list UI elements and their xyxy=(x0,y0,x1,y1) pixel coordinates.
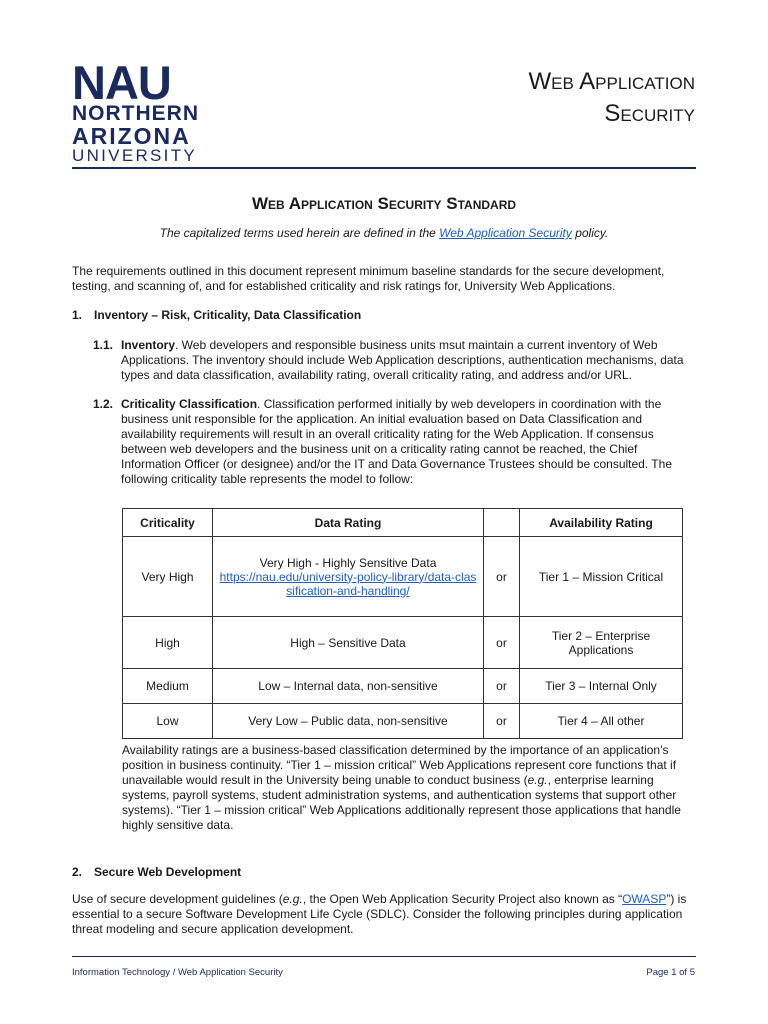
table-row xyxy=(123,537,683,617)
subtitle-text-end: policy. xyxy=(571,226,609,240)
cell-data-rating: Low – Internal data, non-sensitive xyxy=(213,669,484,704)
cell-criticality: Medium xyxy=(123,669,213,704)
owasp-text-a: Use of secure development guidelines ( xyxy=(72,892,283,906)
header-title-line1: Web Application xyxy=(528,68,695,95)
owasp-text-c: ”) is essential to a secure Software Development Life Cycle (SDLC). Consider the following principles during application threat modeling and secure application development. xyxy=(72,892,687,936)
owasp-paragraph xyxy=(72,892,697,937)
table-row xyxy=(123,704,683,739)
header-title-line2: Security xyxy=(604,100,695,127)
cell-criticality: High xyxy=(123,617,213,669)
logo-arizona: ARIZONA xyxy=(72,123,191,149)
criticality-table xyxy=(122,508,683,739)
logo-university: UNIVERSITY xyxy=(72,146,198,165)
subsection-1-1-title: Inventory xyxy=(121,338,176,352)
owasp-eg: e.g. xyxy=(282,892,303,906)
table-row xyxy=(123,617,683,669)
subsection-1-1 xyxy=(93,338,697,383)
logo-northern: NORTHERN xyxy=(72,102,199,125)
owasp-text-b: , the Open Web Application Security Project also known as “ xyxy=(302,892,623,906)
cell-or: or xyxy=(484,537,520,617)
document-subtitle xyxy=(0,226,768,240)
cell-or: or xyxy=(484,669,520,704)
data-rating-text: Very High - Highly Sensitive Data xyxy=(259,555,437,570)
document-title: Web Application Security Standard xyxy=(251,194,517,213)
availability-text-a: Availability ratings are a business-based classification determined by the importance of an application’s position in business continuity. “Tier 1 – mission critical” Web Applications represent core functions that if unavailable would result in the University being unable to conduct business ( xyxy=(122,743,677,787)
header-empty xyxy=(484,509,520,537)
subsection-1-2 xyxy=(93,397,697,487)
cell-criticality: Very High xyxy=(123,537,213,617)
cell-availability: Tier 1 – Mission Critical xyxy=(520,537,683,617)
subsection-1-2-number: 1.2. xyxy=(93,397,114,411)
subsection-1-1-number: 1.1. xyxy=(93,338,114,352)
subtitle-text: The capitalized terms used herein are defined in the xyxy=(159,226,440,240)
table-header-row xyxy=(123,509,683,537)
cell-data-rating: Very Low – Public data, non-sensitive xyxy=(213,704,484,739)
footer-left: Information Technology / Web Application Security xyxy=(72,967,283,978)
section-1-heading xyxy=(72,308,361,322)
owasp-link[interactable]: OWASP xyxy=(622,892,667,906)
intro-paragraph: The requirements outlined in this document represent minimum baseline standards for the secure development, testing, and scanning of, and for established criticality and risk ratings for, University Web Applications. xyxy=(72,264,665,293)
header-divider xyxy=(72,167,696,169)
subsection-1-1-text: . Web developers and responsible business units msut maintain a current inventory of Web Applications. The inventory should include Web Application descriptions, authentication mechanisms, data types and data classification, availability rating, overall criticality rating, and address and/or URL. xyxy=(121,338,684,382)
availability-text-b: , enterprise learning systems, payroll systems, student administration systems, and authentication systems that support other systems). “Tier 1 – mission critical” Web Applications additionally represent those applications that handle highly sensitive data. xyxy=(122,773,681,832)
nau-logo xyxy=(72,56,202,165)
cell-data-rating: High – Sensitive Data xyxy=(213,617,484,669)
header-availability: Availability Rating xyxy=(520,509,683,537)
cell-or: or xyxy=(484,617,520,669)
subsection-1-2-text: . Classification performed initially by web developers in coordination with the business unit responsible for the application. An initial evaluation based on Data Classification and availability requirements will result in an overall criticality rating for the Web Application. If consensus between web developers and the business unit on a criticality rating cannot be reached, the Chief Information Officer (or designee) and/or the IT and Data Governance Trustees should be consulted. The following criticality table represents the model to follow: xyxy=(121,397,672,486)
section-2-title: Secure Web Development xyxy=(94,865,242,879)
header-title xyxy=(529,66,696,130)
data-classification-link[interactable]: https://nau.edu/university-policy-library/data-classification-and-handling/ xyxy=(219,569,477,598)
section-2-number: 2. xyxy=(72,865,83,879)
cell-or: or xyxy=(484,704,520,739)
availability-paragraph xyxy=(122,743,697,833)
table-row xyxy=(123,669,683,704)
header-criticality: Criticality xyxy=(123,509,213,537)
cell-availability: Tier 2 – Enterprise Applications xyxy=(520,617,683,669)
cell-data-rating xyxy=(213,537,484,617)
section-2-heading xyxy=(72,865,241,879)
cell-criticality: Low xyxy=(123,704,213,739)
subsection-1-2-title: Criticality Classification xyxy=(121,397,258,411)
section-1-title: Inventory – Risk, Criticality, Data Classification xyxy=(94,308,362,322)
footer-divider xyxy=(72,956,696,957)
header-data-rating: Data Rating xyxy=(213,509,484,537)
policy-link[interactable]: Web Application Security xyxy=(439,226,572,240)
cell-availability: Tier 4 – All other xyxy=(520,704,683,739)
section-1-number: 1. xyxy=(72,308,83,322)
cell-availability: Tier 3 – Internal Only xyxy=(520,669,683,704)
logo-nau: NAU xyxy=(72,56,171,109)
footer-page-number: Page 1 of 5 xyxy=(646,967,695,978)
availability-eg: e.g. xyxy=(527,773,548,787)
